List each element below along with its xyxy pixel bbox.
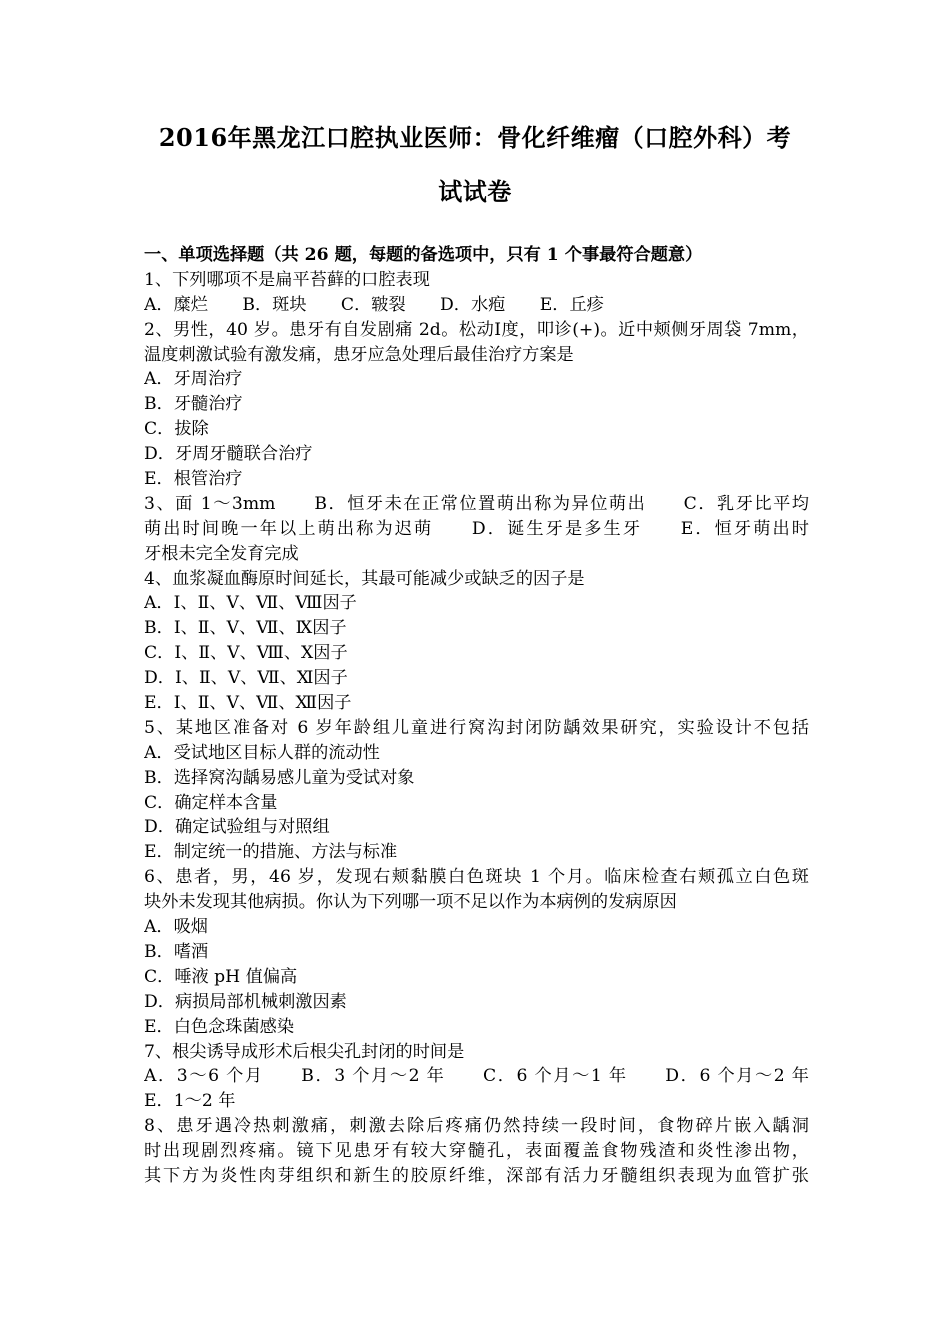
text-line: A．牙周治疗 (144, 369, 243, 390)
text-line: A．糜烂 B．斑块 C．皲裂 D．水疱 E．丘疹 (144, 294, 604, 315)
text-line: D．Ⅰ、Ⅱ、Ⅴ、Ⅶ、Ⅺ因子 (144, 668, 348, 689)
text-line: D．牙周牙髓联合治疗 (144, 444, 313, 465)
text-line: 5、某地区准备对 6 岁年龄组儿童进行窝沟封闭防龋效果研究，实验设计不包括 (144, 717, 809, 738)
text-line: E．1～2 年 (144, 1091, 236, 1112)
document-body (144, 243, 809, 1189)
text-line: 牙根未完全发育完成 (144, 543, 299, 564)
text-line: B．牙髓治疗 (144, 394, 243, 415)
text-line: 1、下列哪项不是扁平苔藓的口腔表现 (144, 269, 430, 290)
text-line: A．3～6 个月 B．3 个月～2 年 C．6 个月～1 年 D．6 个月～2 年 (144, 1066, 809, 1087)
text-line: 3、面 1～3mm B．恒牙未在正常位置萌出称为异位萌出 C．乳牙比平均 (144, 493, 809, 514)
text-line: D．确定试验组与对照组 (144, 817, 330, 838)
text-line: C．唾液 pH 值偏高 (144, 966, 298, 987)
text-line: B．Ⅰ、Ⅱ、Ⅴ、Ⅶ、Ⅸ因子 (144, 618, 347, 639)
text-line: 7、根尖诱导成形术后根尖孔封闭的时间是 (144, 1041, 465, 1062)
text-line: 其下方为炎性肉芽组织和新生的胶原纤维，深部有活力牙髓组织表现为血管扩张 (144, 1165, 809, 1186)
text-line: A．吸烟 (144, 917, 208, 938)
text-line: D．病损局部机械刺激因素 (144, 991, 347, 1012)
document-title-line-1: 2016年黑龙江口腔执业医师：骨化纤维瘤（口腔外科）考 (158, 123, 792, 152)
text-line: 4、血浆凝血酶原时间延长，其最可能减少或缺乏的因子是 (144, 568, 585, 589)
text-line: E．根管治疗 (144, 469, 243, 490)
text-line: A．Ⅰ、Ⅱ、Ⅴ、Ⅶ、Ⅷ因子 (144, 593, 357, 614)
text-line: E．白色念珠菌感染 (144, 1016, 295, 1037)
text-line: 萌出时间晚一年以上萌出称为迟萌 D．诞生牙是多生牙 E．恒牙萌出时 (144, 518, 809, 539)
text-line: E．制定统一的措施、方法与标准 (144, 842, 398, 863)
question-lines (144, 268, 809, 1189)
text-line: C．拔除 (144, 419, 209, 440)
text-line: B．选择窝沟龋易感儿童为受试对象 (144, 767, 415, 788)
text-line: 6、患者，男，46 岁，发现右颊黏膜白色斑块 1 个月。临床检查右颊孤立白色斑 (144, 867, 809, 888)
document-title-line-2: 试试卷 (438, 177, 512, 206)
section-heading: 一、单项选择题（共 26 题，每题的备选项中，只有 1 个事最符合题意） (144, 245, 703, 265)
text-line: C．Ⅰ、Ⅱ、Ⅴ、Ⅷ、Ⅹ因子 (144, 643, 348, 664)
text-line: B．嗜酒 (144, 941, 209, 962)
text-line: E．Ⅰ、Ⅱ、Ⅴ、Ⅶ、Ⅻ因子 (144, 693, 352, 714)
text-line: A．受试地区目标人群的流动性 (144, 742, 380, 763)
text-line: 2、男性，40 岁。患牙有自发剧痛 2d。松动Ⅰ度，叩诊(+)。近中颊侧牙周袋 7mm， (144, 319, 809, 340)
text-line: 时出现剧烈疼痛。镜下见患牙有较大穿髓孔，表面覆盖食物残渣和炎性渗出物， (144, 1141, 809, 1162)
text-line: 温度刺激试验有激发痛，患牙应急处理后最佳治疗方案是 (144, 344, 574, 365)
text-line: C．确定样本含量 (144, 792, 278, 813)
text-line: 块外未发现其他病损。你认为下列哪一项不足以作为本病例的发病原因 (144, 892, 677, 913)
text-line: 8、患牙遇冷热刺激痛，刺激去除后疼痛仍然持续一段时间，食物碎片嵌入龋洞 (144, 1116, 809, 1137)
